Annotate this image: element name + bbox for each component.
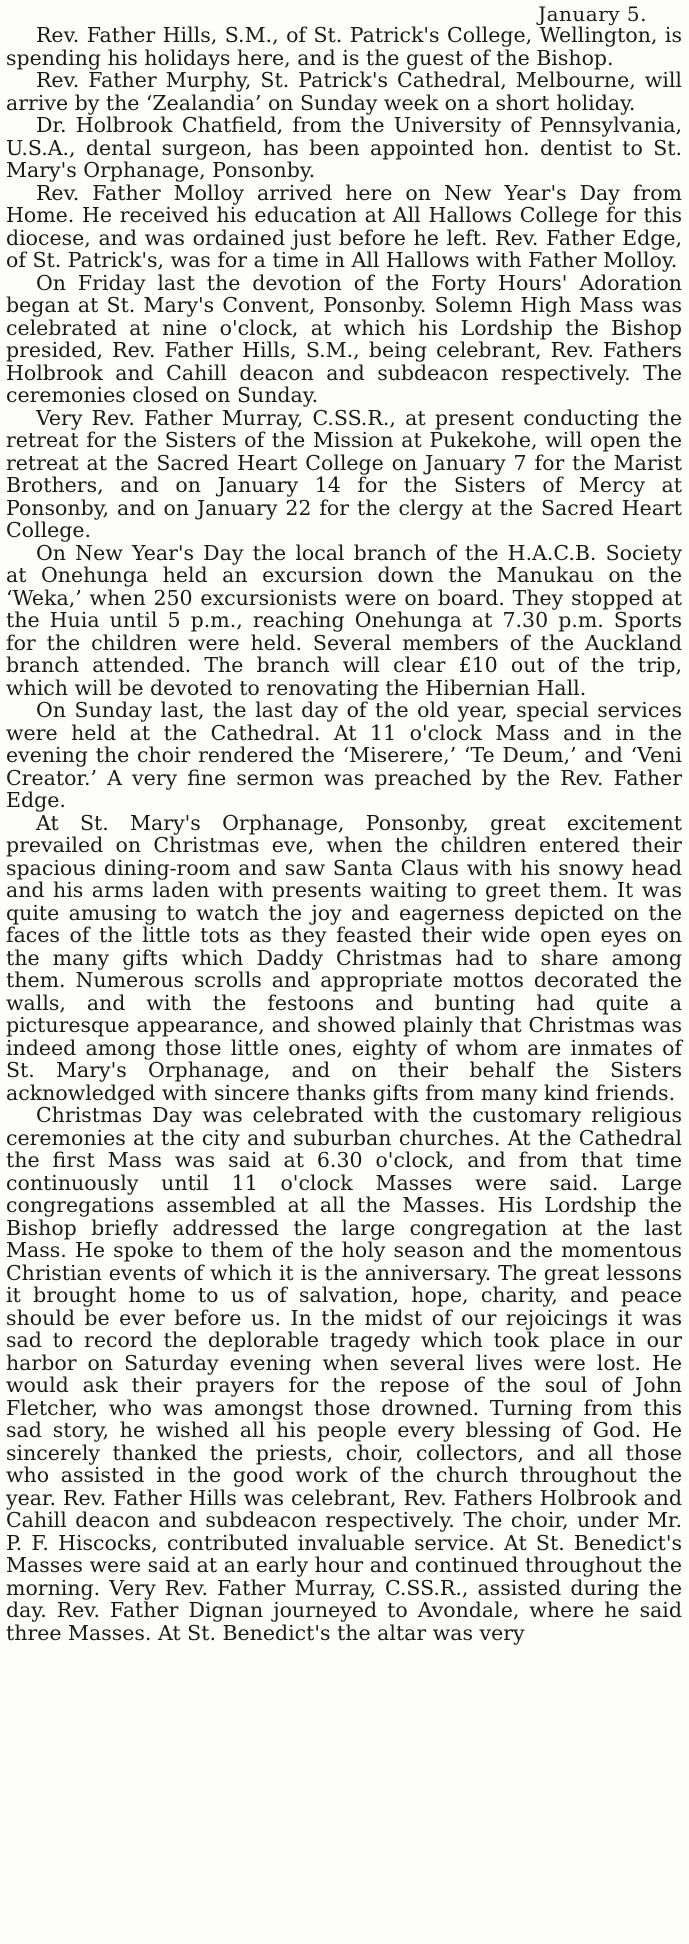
paragraph-father-murphy: Rev. Father Murphy, St. Patrick's Cathedral, Melbourne, will arrive by the ‘Zealandia’ on Sunday week on a short holiday. [6, 68, 682, 115]
paragraph-christmas-day: Christmas Day was celebrated with the customary religious ceremonies at the city and suburban churches. At the Cathedral the first Mass was said at 6.30 o'clock, and from that time continuously until 11 o'clock Masses were said. Large congregations assembled at all the Masses. His Lordship the Bishop briefly addressed the large congregation at the last Mass. He spoke to them of the holy season and the momentous Christian events of which it is the anniversary. The great lessons it brought home to us of salvation, hope, charity, and peace should be ever before us. In the midst of our rejoicings it was sad to record the deplorable tragedy which took place in our harbor on Saturday evening when several lives were lost. He would ask their prayers for the repose of the soul of John Fletcher, who was amongst those drowned. Turning from this sad story, he wished all his people every blessing of God. He sincerely thanked the priests, choir, collectors, and all those who assisted in the good work of the church throughout the year. Rev. Father Hills was celebrant, Rev. Fathers Holbrook and Cahill deacon and subdeacon respectively. The choir, under Mr. P. F. Hiscocks, contributed invaluable service. At St. Benedict's Masses were said at an early hour and continued throughout the morning. Very Rev. Father Murray, C.SS.R., assisted during the day. Rev. Father Dignan journeyed to Avondale, where he said three Masses. At St. Benedict's the altar was very [6, 1103, 682, 1645]
paragraph-new-year-services: On Sunday last, the last day of the old year, special services were held at the Cathedral. At 11 o'clock Mass and in the evening the choir rendered the ‘Miserere,’ ‘Te Deum,’ and ‘Veni Creator.’ A very fine sermon was preached by the Rev. Father Edge. [6, 698, 682, 812]
page-date: January 5. [538, 2, 647, 26]
news-column [6, 24, 682, 1644]
paragraph-father-hills: Rev. Father Hills, S.M., of St. Patrick's College, Wellington, is spending his holidays here, and is the guest of the Bishop. [6, 23, 682, 70]
paragraph-orphanage-christmas: At St. Mary's Orphanage, Ponsonby, great excitement prevailed on Christmas eve, when the children entered their spacious dining-room and saw Santa Claus with his snowy head and his arms laden with presents waiting to greet them. It was quite amusing to watch the joy and eagerness depicted on the faces of the little tots as they feasted their wide open eyes on the many gifts which Daddy Christmas had to share among them. Numerous scrolls and appropriate mottos decorated the walls, and with the festoons and bunting had quite a picturesque appearance, and showed plainly that Christmas was indeed among those little ones, eighty of whom are inmates of St. Mary's Orphanage, and on their behalf the Sisters acknowledged with sincere thanks gifts from many kind friends. [6, 810, 682, 1105]
paragraph-dr-chatfield: Dr. Holbrook Chatfield, from the University of Pennsylvania, U.S.A., dental surgeon, has been appointed hon. dentist to St. Mary's Orphanage, Ponsonby. [6, 113, 682, 182]
paragraph-retreats: Very Rev. Father Murray, C.SS.R., at present conducting the retreat for the Sisters of the Mission at Pukekohe, will open the retreat at the Sacred Heart College on January 7 for the Marist Brothers, and on January 14 for the Sisters of Mercy at Ponsonby, and on January 22 for the clergy at the Sacred Heart College. [6, 405, 682, 542]
paragraph-father-molloy: Rev. Father Molloy arrived here on New Year's Day from Home. He received his education at All Hallows College for this diocese, and was ordained just before he left. Rev. Father Edge, of St. Patrick's, was for a time in All Hallows with Father Molloy. [6, 180, 682, 272]
paragraph-forty-hours: On Friday last the devotion of the Forty Hours' Adoration began at St. Mary's Convent, Ponsonby. Solemn High Mass was celebrated at nine o'clock, at which his Lordship the Bishop presided, Rev. Father Hills, S.M., being celebrant, Rev. Fathers Holbrook and Cahill deacon and subdeacon respectively. The ceremonies closed on Sunday. [6, 270, 682, 407]
paragraph-hacb-excursion: On New Year's Day the local branch of the H.A.C.B. Society at Onehunga held an excursion down the Manukau on the ‘Weka,’ when 250 excursionists were on board. They stopped at the Huia until 5 p.m., reaching Onehunga at 7.30 p.m. Sports for the children were held. Several members of the Auckland branch attended. The branch will clear £10 out of the trip, which will be devoted to renovating the Hibernian Hall. [6, 540, 682, 700]
